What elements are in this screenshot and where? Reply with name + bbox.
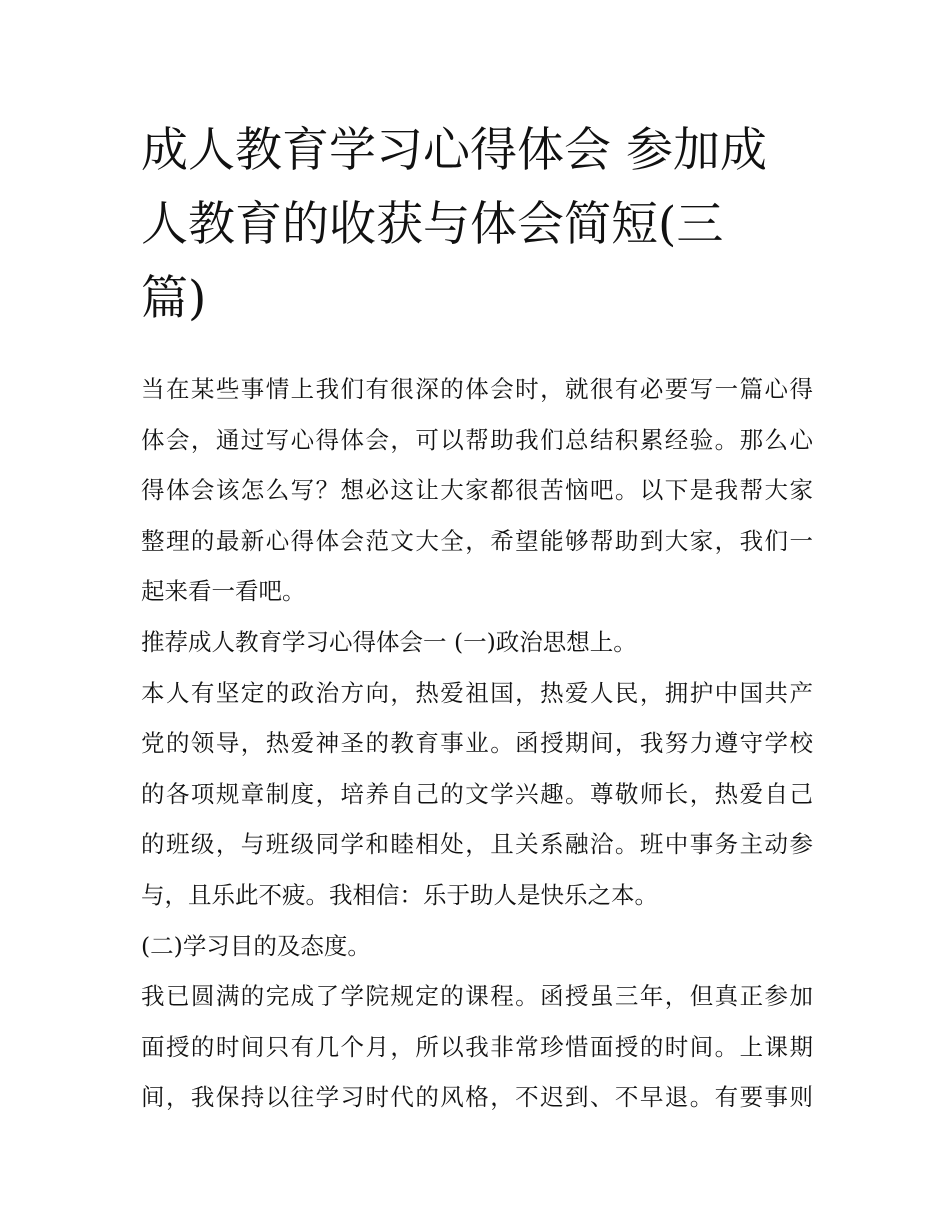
section-heading: (二)学习目的及态度。 [141, 931, 371, 960]
section-heading: 推荐成人教育学习心得体会一 (一)政治思想上。 [141, 627, 637, 656]
body-line: 整理的最新心得体会范文大全，希望能够帮助到大家，我们一 [141, 526, 813, 555]
body-line: 间，我保持以往学习时代的风格，不迟到、不早退。有要事则 [141, 1083, 813, 1112]
document-page [141, 114, 813, 1123]
body-line: 的班级，与班级同学和睦相处，且关系融洽。班中事务主动参 [141, 830, 813, 859]
body-line: 与，且乐此不疲。我相信：乐于助人是快乐之本。 [141, 880, 658, 909]
body-line: 体会，通过写心得体会，可以帮助我们总结积累经验。那么心 [141, 425, 813, 454]
title-line: 成人教育学习心得体会 参加成 [141, 123, 767, 178]
body-line: 本人有坚定的政治方向，热爱祖国，热爱人民，拥护中国共产 [141, 678, 813, 707]
title-line: 篇) [141, 271, 207, 326]
body-line: 得体会该怎么写？想必这让大家都很苦恼吧。以下是我帮大家 [141, 476, 813, 505]
title-line: 人教育的收获与体会简短(三 [141, 197, 724, 252]
body-line: 当在某些事情上我们有很深的体会时，就很有必要写一篇心得 [141, 375, 813, 403]
body-line: 起来看一看吧。 [141, 577, 306, 606]
body-line: 面授的时间只有几个月，所以我非常珍惜面授的时间。上课期 [141, 1032, 813, 1061]
body-line: 我已圆满的完成了学院规定的课程。函授虽三年，但真正参加 [141, 982, 813, 1011]
document-body [141, 364, 813, 1123]
body-line: 党的领导，热爱神圣的教育事业。函授期间，我努力遵守学校 [141, 729, 813, 758]
body-line: 的各项规章制度，培养自己的文学兴趣。尊敬师长，热爱自己 [141, 779, 813, 808]
document-title [141, 114, 813, 336]
